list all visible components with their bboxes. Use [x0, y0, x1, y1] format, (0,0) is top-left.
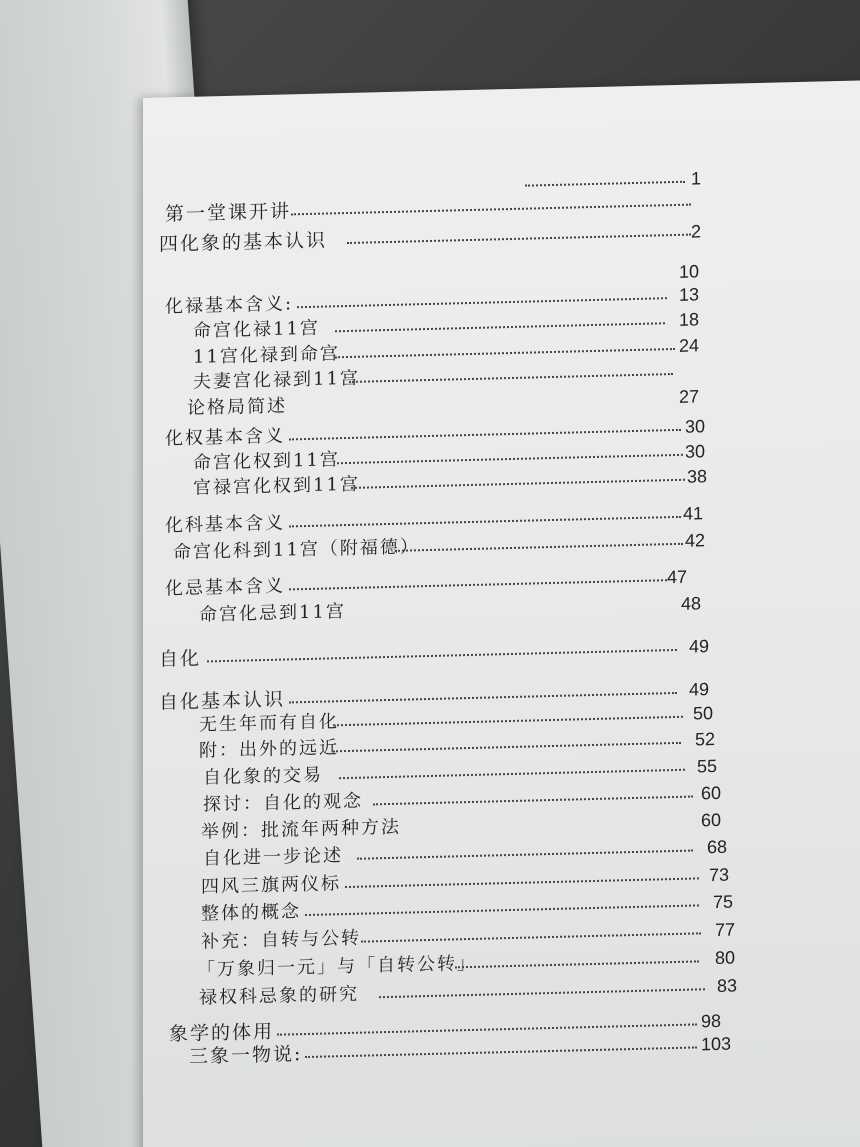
- toc-page-number: 41: [683, 503, 704, 524]
- toc-leader: [361, 932, 701, 942]
- toc-page-number: 47: [667, 566, 688, 588]
- toc-leader: [455, 960, 699, 968]
- toc-title: 命宫化禄11宫: [193, 317, 320, 342]
- toc-entry: [159, 631, 719, 675]
- toc-title: 11宫化禄到命宫: [193, 343, 340, 368]
- toc-title: 附：出外的远近: [199, 737, 339, 762]
- toc-leader: [357, 850, 693, 860]
- toc-leader: [291, 204, 691, 216]
- toc-leader: [379, 988, 705, 998]
- toc-page-number: 30: [685, 416, 706, 437]
- toc-title: 命宫化权到11宫: [193, 449, 340, 474]
- toc-page-number: 60: [701, 782, 722, 804]
- toc-page-number: 49: [689, 636, 710, 657]
- toc-leader: [335, 322, 665, 332]
- toc-title: 自化基本认识: [159, 688, 286, 714]
- toc-page-number: 55: [697, 755, 718, 777]
- toc-title: 探讨：自化的观念: [203, 790, 363, 816]
- toc-leader: [289, 579, 667, 590]
- toc-title: 化科基本含义: [165, 512, 285, 537]
- toc-leader: [349, 373, 673, 383]
- toc-title: 自化进一步论述: [203, 845, 343, 870]
- toc-title: 四风三旗两仪标: [201, 873, 341, 898]
- toc-leader: [373, 796, 693, 806]
- toc-title: 禄权科忌象的研究: [199, 983, 359, 1009]
- toc-page-number: 2: [691, 221, 702, 242]
- toc-title: 象学的体用: [169, 1020, 275, 1046]
- toc-page-number: 27: [679, 386, 700, 407]
- toc-page-number: 38: [687, 466, 708, 487]
- toc-title: 命宫化科到11宫（附福德）: [173, 536, 420, 564]
- toc-title: 自化: [159, 647, 202, 671]
- toc-title: 化权基本含义: [165, 425, 285, 450]
- toc-page-number: 75: [713, 891, 734, 913]
- toc-page-number: 13: [679, 284, 700, 305]
- toc-title: 补充：自转与公转: [201, 927, 361, 953]
- toc-page-number: 52: [695, 729, 716, 750]
- toc-leader: [395, 543, 683, 552]
- toc-page-number: 98: [701, 1010, 722, 1032]
- toc-leader: [305, 904, 699, 916]
- toc-page-number: 68: [707, 836, 728, 858]
- toc-page-number: 48: [681, 593, 702, 614]
- toc-title: 论格局简述: [187, 395, 287, 419]
- toc-page-number: 80: [715, 947, 736, 969]
- toc-title: 夫妻宫化禄到11宫: [193, 367, 360, 393]
- toc-title: 自化象的交易: [203, 764, 323, 789]
- toc-leader: [305, 1046, 697, 1058]
- toc-page-number: 18: [679, 309, 700, 330]
- toc-title: 整体的概念: [201, 901, 301, 925]
- toc-page-number: 24: [679, 335, 700, 356]
- toc-page-number: 42: [685, 530, 706, 551]
- toc-title: 化禄基本含义:: [165, 293, 294, 318]
- toc-title: 四化象的基本认识: [159, 229, 328, 256]
- toc-title: 无生年而有自化: [199, 711, 339, 736]
- toc-title: 化忌基本含义: [165, 575, 285, 600]
- toc-leader: [339, 769, 685, 779]
- toc-page-number: 1: [691, 168, 702, 189]
- toc-title: 「万象归一元」与「自转公转」: [197, 952, 477, 981]
- toc-page-number: 103: [701, 1033, 732, 1055]
- toc-leader: [207, 649, 677, 662]
- toc-page: [143, 79, 860, 1147]
- toc-page-number: 73: [709, 864, 730, 886]
- toc-page-number: 50: [693, 703, 714, 724]
- toc-leader: [347, 234, 691, 244]
- toc-page-number: 30: [685, 441, 706, 462]
- toc-leader: [525, 181, 685, 187]
- toc-page-number: 60: [701, 809, 722, 831]
- toc-page-number: 83: [717, 975, 738, 996]
- toc-leader: [333, 716, 683, 727]
- toc-page-number: 49: [689, 679, 710, 700]
- toc-leader: [351, 479, 685, 489]
- toc-title: 三象一物说:: [189, 1043, 303, 1068]
- toc-title: 第一堂课开讲: [165, 200, 292, 226]
- toc-leader: [345, 877, 699, 888]
- toc-title: 举例：批流年两种方法: [201, 816, 401, 843]
- toc-title: 命宫化忌到11宫: [199, 601, 346, 626]
- toc-leader: [333, 742, 681, 753]
- toc-page-number: 10: [679, 261, 700, 282]
- toc-page-number: 77: [715, 919, 736, 941]
- toc-leader: [289, 516, 681, 528]
- toc-title: 官禄宫化权到11宫: [193, 473, 360, 499]
